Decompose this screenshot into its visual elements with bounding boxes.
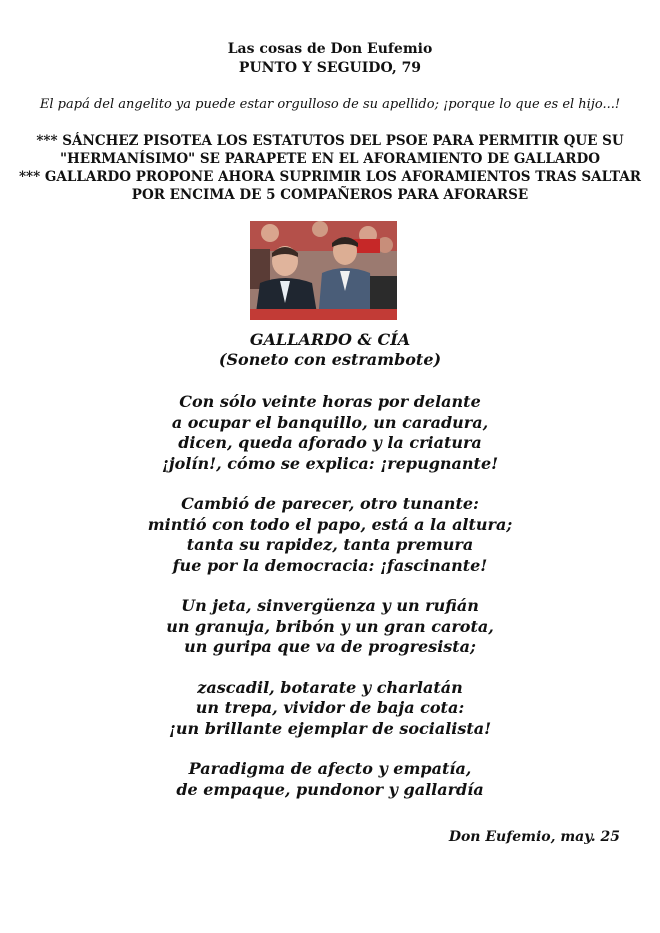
verse-line: Paradigma de afecto y empatía, <box>188 759 472 778</box>
stanza <box>0 678 660 740</box>
stanza <box>0 392 660 474</box>
news-photo <box>250 221 397 320</box>
verse-line: ¡un brillante ejemplar de socialista! <box>168 718 492 738</box>
poem-subtitle: (Soneto con estrambote) <box>218 350 442 369</box>
headline-line: *** GALLARDO PROPONE AHORA SUPRIMIR LOS AFORAMIENTOS TRAS SALTAR <box>18 169 642 185</box>
verse-line: tanta su rapidez, tanta premura <box>186 535 474 554</box>
headline-line: "HERMANÍSIMO" SE PARAPETE EN EL AFORAMIENTO DE GALLARDO <box>60 151 600 167</box>
author-signature: Don Eufemio, may. 25 <box>448 829 620 845</box>
poem-body <box>0 392 660 820</box>
intro-subtitle: El papá del angelito ya puede estar orgulloso de su apellido; ¡porque lo que es el hijo...! <box>39 97 621 112</box>
verse-line: de empaque, pundonor y gallardía <box>176 779 484 799</box>
verse-line: un guripa que va de progresista; <box>184 637 476 656</box>
headline-line: POR ENCIMA DE 5 COMPAÑEROS PARA AFORARSE <box>131 187 529 203</box>
verse-line: Un jeta, sinvergüenza y un rufián <box>181 596 479 615</box>
document-header <box>0 40 660 78</box>
stanza <box>0 596 660 658</box>
column-name: Las cosas de Don Eufemio <box>227 41 433 57</box>
stanza <box>0 759 660 800</box>
verse-line: fue por la democracia: ¡fascinante! <box>172 555 488 575</box>
photo-illustration <box>250 221 397 320</box>
verse-line: zascadil, botarate y charlatán <box>197 677 463 697</box>
stanza <box>0 494 660 576</box>
verse-line: ¡jolín!, cómo se explica: ¡repugnante! <box>161 453 499 473</box>
verse-line: Con sólo veinte horas por delante <box>179 392 481 411</box>
headlines-block <box>0 132 660 204</box>
poem-title: GALLARDO & CÍA <box>249 330 411 349</box>
verse-line: dicen, queda aforado y la criatura <box>178 433 482 452</box>
column-number: PUNTO Y SEGUIDO, 79 <box>238 60 422 76</box>
poem-heading <box>0 330 660 370</box>
verse-line: Cambió de parecer, otro tunante: <box>181 494 479 513</box>
verse-line: mintió con todo el papo, está a la altura; <box>147 514 513 534</box>
verse-line: a ocupar el banquillo, un caradura, <box>171 412 489 432</box>
verse-line: un granuja, bribón y un gran carota, <box>166 616 494 636</box>
headline-line: *** SÁNCHEZ PISOTEA LOS ESTATUTOS DEL PSOE PARA PERMITIR QUE SU <box>36 133 624 149</box>
verse-line: un trepa, vividor de baja cota: <box>195 698 465 717</box>
